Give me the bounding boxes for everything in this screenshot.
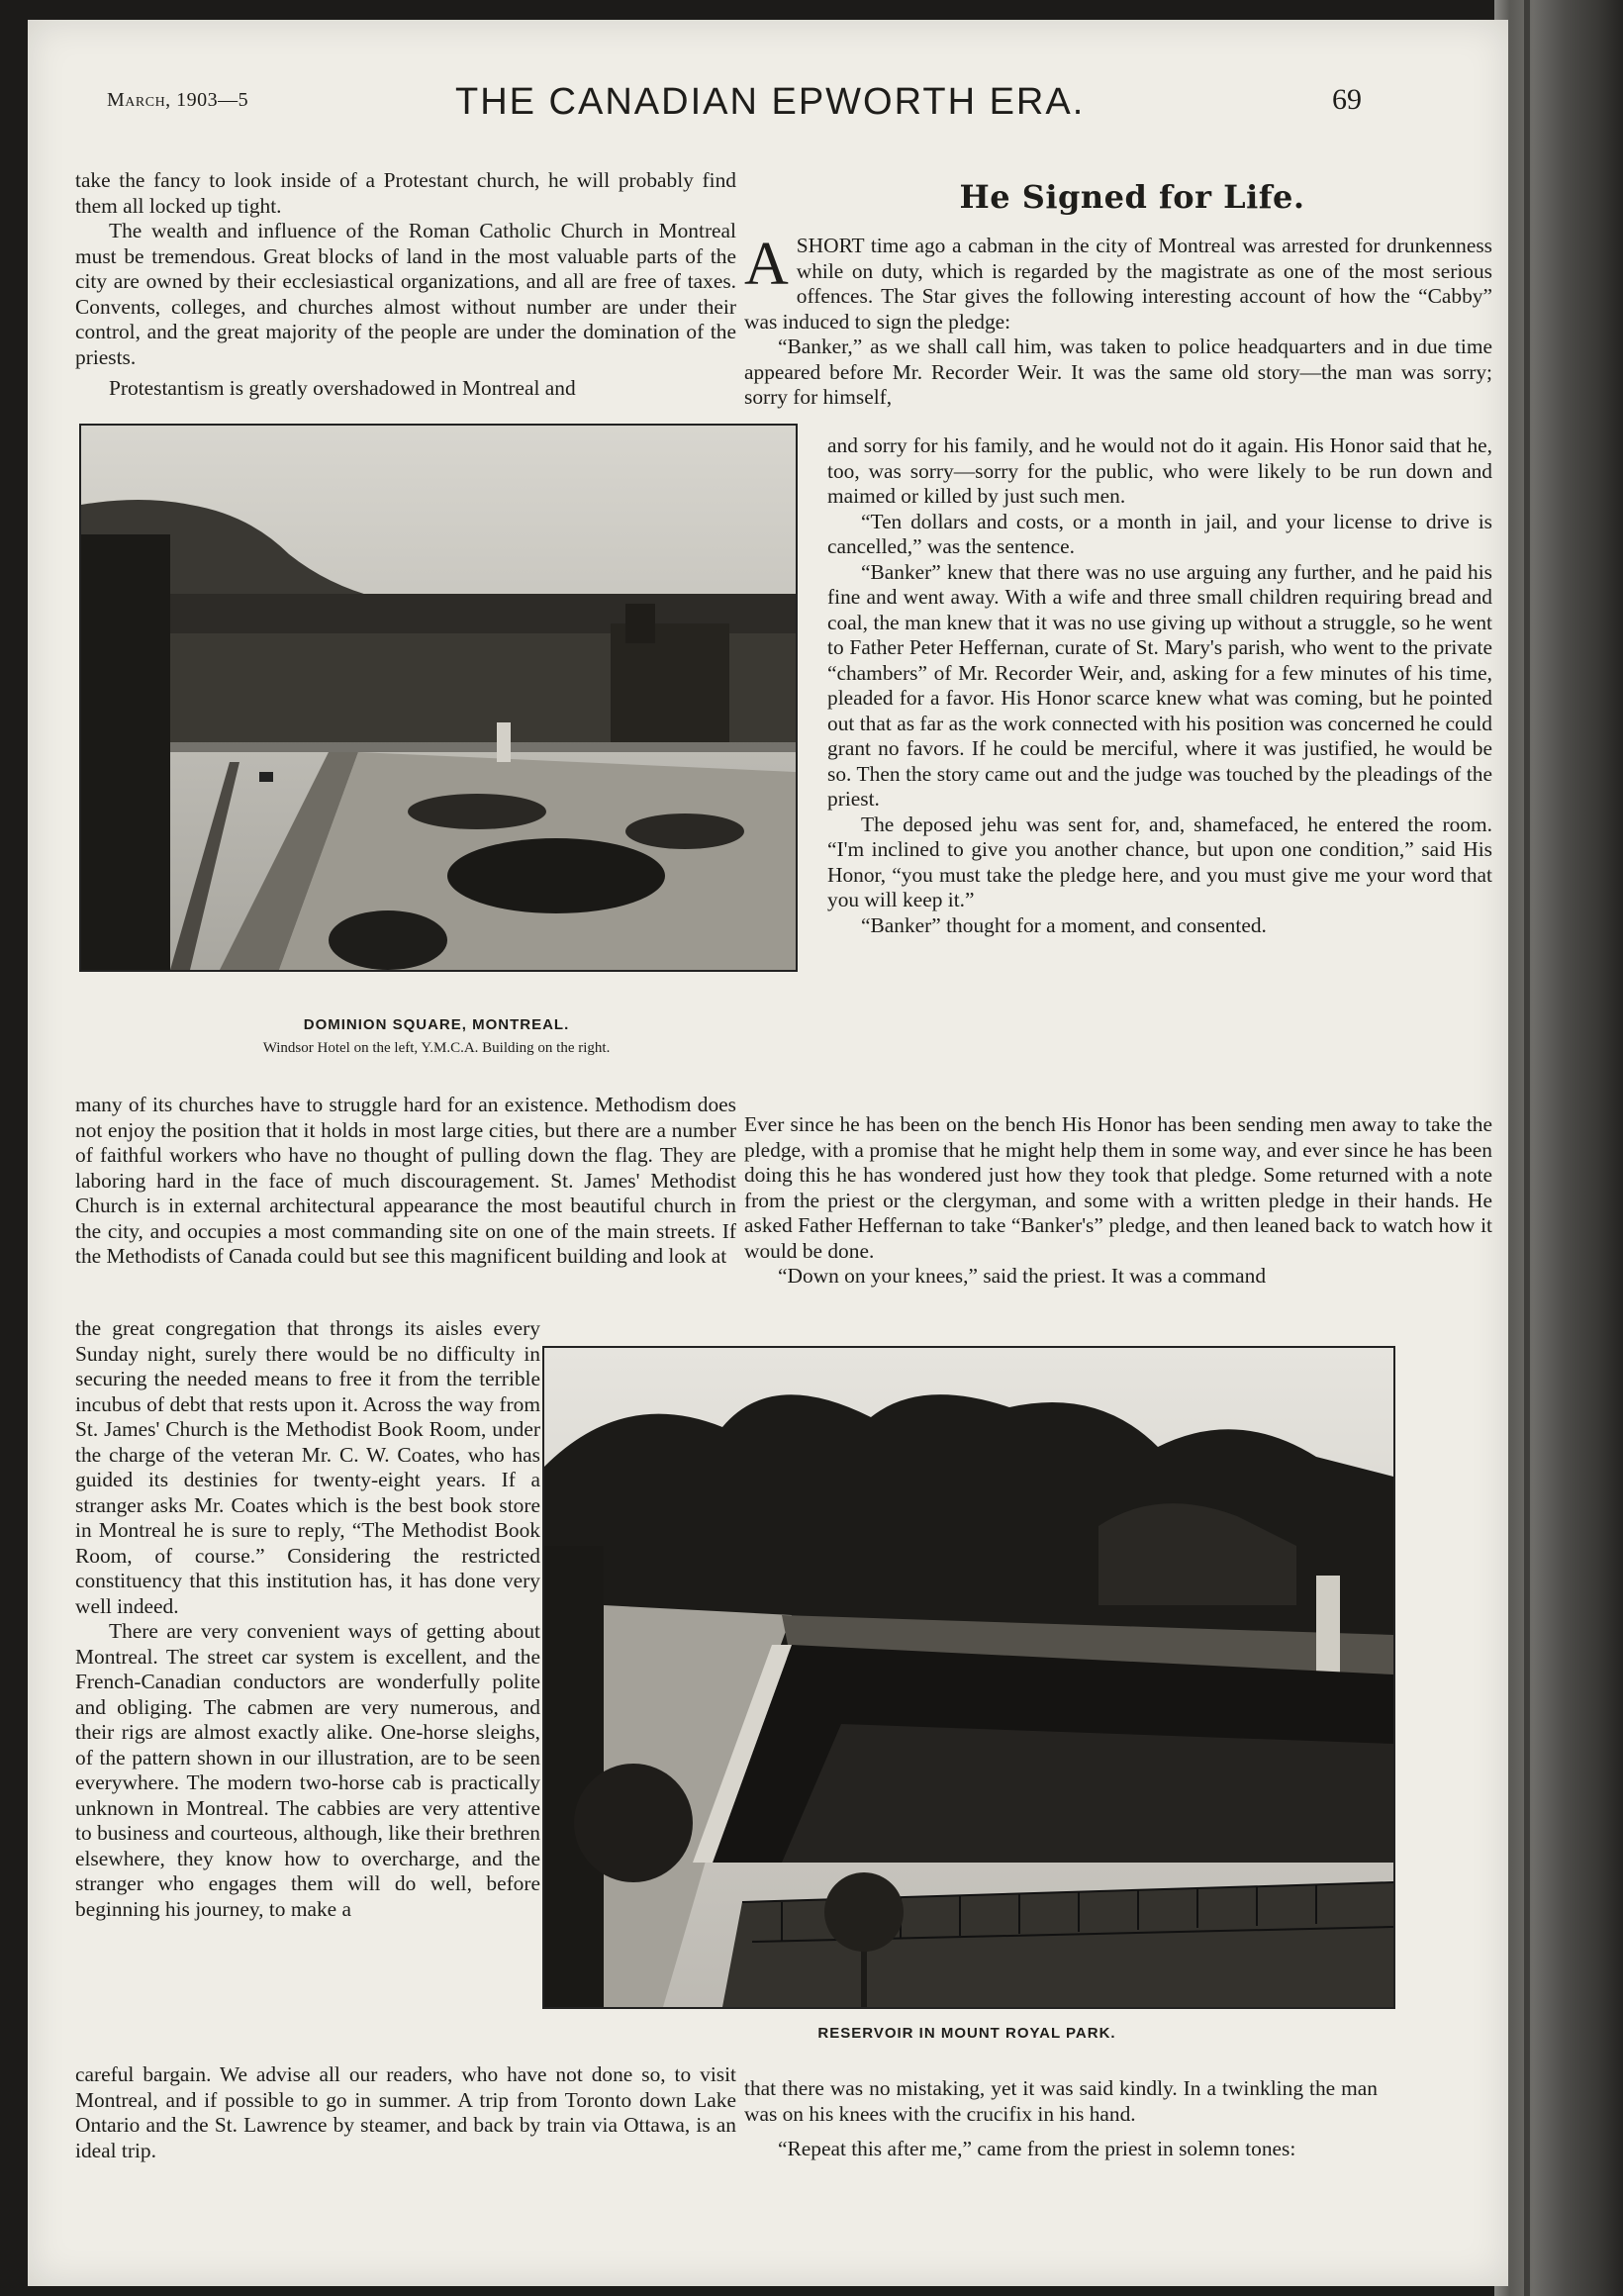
drop-cap: A — [744, 231, 789, 298]
magazine-page — [28, 20, 1508, 2286]
paragraph: “Banker” thought for a moment, and consented. — [861, 912, 1267, 937]
left-column-bottom — [75, 2062, 736, 2163]
paragraph: “Banker,” as we shall call him, was taken to police headquarters and in due time appeared before Mr. Recorder Weir. It was the same old story—the man was sorry; sorry for himself, — [744, 335, 1492, 409]
left-column-narrow — [75, 1316, 540, 1922]
paragraph: There are very convenient ways of getting about Montreal. The street car system is excellent, and the French-Canadian conductors are wonderfully polite and obliging. The cabmen are very numerous, and their rigs are almost exactly alike. One-horse sleighs, of the pattern shown in our illustration, are to be seen everywhere. The modern two-horse cab is practically unknown in Montreal. The cabbies are very attentive to business and courteous, although, like their brethren elsewhere, they know how to overcharge, and the stranger who engages them will do well, before beginning his journey, to make a — [75, 1619, 540, 1921]
paragraph: and sorry for his family, and he would not do it again. His Honor said that he, too, was sorry—sorry for the public, who were likely to be run down and maimed or killed by just such men. — [827, 433, 1492, 508]
left-column-middle — [75, 1093, 736, 1270]
paragraph: The deposed jehu was sent for, and, shamefaced, he entered the room. “I'm inclined to give you another chance, but upon one condition,” said His Honor, “you must take the pledge here, and you must give me your word that you will keep it.” — [827, 812, 1492, 911]
magazine-title: THE CANADIAN EPWORTH ERA. — [455, 81, 1086, 123]
paragraph: “Banker” knew that there was no use arguing any further, and he paid his fine and went away. With a wife and three small children requiring bread and coal, the man knew that it was no use giving up without a struggle, so he went to Father Peter Heffernan, curate of St. Mary's parish, who went to the private “chambers” of Mr. Recorder Weir, and, asking for a few minutes of his time, pleaded for a favor. His Honor scarce knew what was coming, but he pointed out that as far as the work connected with his position was concerned he could grant no favors. If he could be merciful, where it was justified, he would be so. Then the story came out and the judge was touched by the pleadings of the priest. — [827, 559, 1492, 811]
reservoir-photo — [542, 1346, 1395, 2009]
left-column-top — [75, 168, 736, 402]
dominion-square-subcaption: Windsor Hotel on the left, Y.M.C.A. Building on the right. — [262, 1040, 611, 1056]
paragraph: Protestantism is greatly overshadowed in Montreal and — [109, 376, 576, 400]
article-body-top — [744, 231, 1492, 411]
paragraph: that there was no mistaking, yet it was said kindly. In a twinkling the man was on his knees with the crucifix in his hand. — [744, 2076, 1378, 2126]
article-body-bottom — [744, 2076, 1378, 2162]
paragraph: Ever since he has been on the bench His Honor has been sending men away to take the pledge, with a promise that he might help them in some way, and ever since he has been doing this he has wondered just how they took that pledge. Some returned with a note from the priest or the clergyman, and some with a written pledge in their hands. He asked Father Heffernan to take “Banker's” pledge, and then leaned back to watch how it would be done. — [744, 1112, 1492, 1263]
paragraph: take the fancy to look inside of a Protestant church, he will probably find them all locked up tight. — [75, 168, 736, 218]
article-body-narrow — [827, 433, 1492, 938]
dominion-square-caption: DOMINION SQUARE, MONTREAL. — [303, 1016, 570, 1033]
book-spine — [1494, 0, 1623, 2296]
paragraph: many of its churches have to struggle hard for an existence. Methodism does not enjoy the position that it holds in most large cities, but there are a number of faithful workers who have no thought of pulling down the flag. They are laboring hard in the face of much discouragement. St. James' Methodist Church is in external architectural appearance the most beautiful church in the city, and occupies a most commanding site on one of the main streets. If the Methodists of Canada could but see this magnificent building and look at — [75, 1093, 736, 1268]
dominion-square-photo — [79, 424, 798, 972]
paragraph: “Repeat this after me,” came from the priest in solemn tones: — [778, 2137, 1296, 2160]
paragraph: careful bargain. We advise all our readers, who have not done so, to visit Montreal, and if possible to go in summer. A trip from Toronto down Lake Ontario and the St. Lawrence by steamer, and back by train via Ottawa, is an ideal trip. — [75, 2062, 736, 2162]
issue-date: March, 1903—5 — [107, 89, 249, 111]
article-body-lower — [744, 1112, 1492, 1290]
paragraph: the great congregation that throngs its aisles every Sunday night, surely there would be no difficulty in securing the needed means to free it from the terrible incubus of debt that rests upon it. Across the way from St. James' Church is the Methodist Book Room, under the charge of the veteran Mr. C. W. Coates, who has guided its destinies for twenty-eight years. If a stranger asks Mr. Coates which is the best book store in Montreal he is sure to reply, “The Methodist Book Room, of course.” Considering the restricted constituency that this institution has, it has done very well indeed. — [75, 1316, 540, 1618]
paragraph: The wealth and influence of the Roman Catholic Church in Montreal must be tremendous. Great blocks of land in the most valuable parts of the city are owned by their ecclesiastical organizations, and all are free of taxes. Convents, colleges, and churches almost without number are under their control, and the great majority of the people are under the domination of the priests. — [75, 219, 736, 369]
paragraph: “Ten dollars and costs, or a month in jail, and your license to drive is cancelled,” was the sentence. — [827, 509, 1492, 558]
page-number: 69 — [1332, 83, 1362, 116]
article-intro: SHORT time ago a cabman in the city of Montreal was arrested for drunkenness while on duty, which is regarded by the magistrate as one of the most serious offences. The Star gives the following interesting account of how the “Cabby” was induced to sign the pledge: — [744, 234, 1492, 334]
paragraph: “Down on your knees,” said the priest. It was a command — [778, 1264, 1267, 1288]
article-title: He Signed for Life. — [959, 178, 1305, 216]
reservoir-caption: RESERVOIR IN MOUNT ROYAL PARK. — [817, 2025, 1116, 2042]
